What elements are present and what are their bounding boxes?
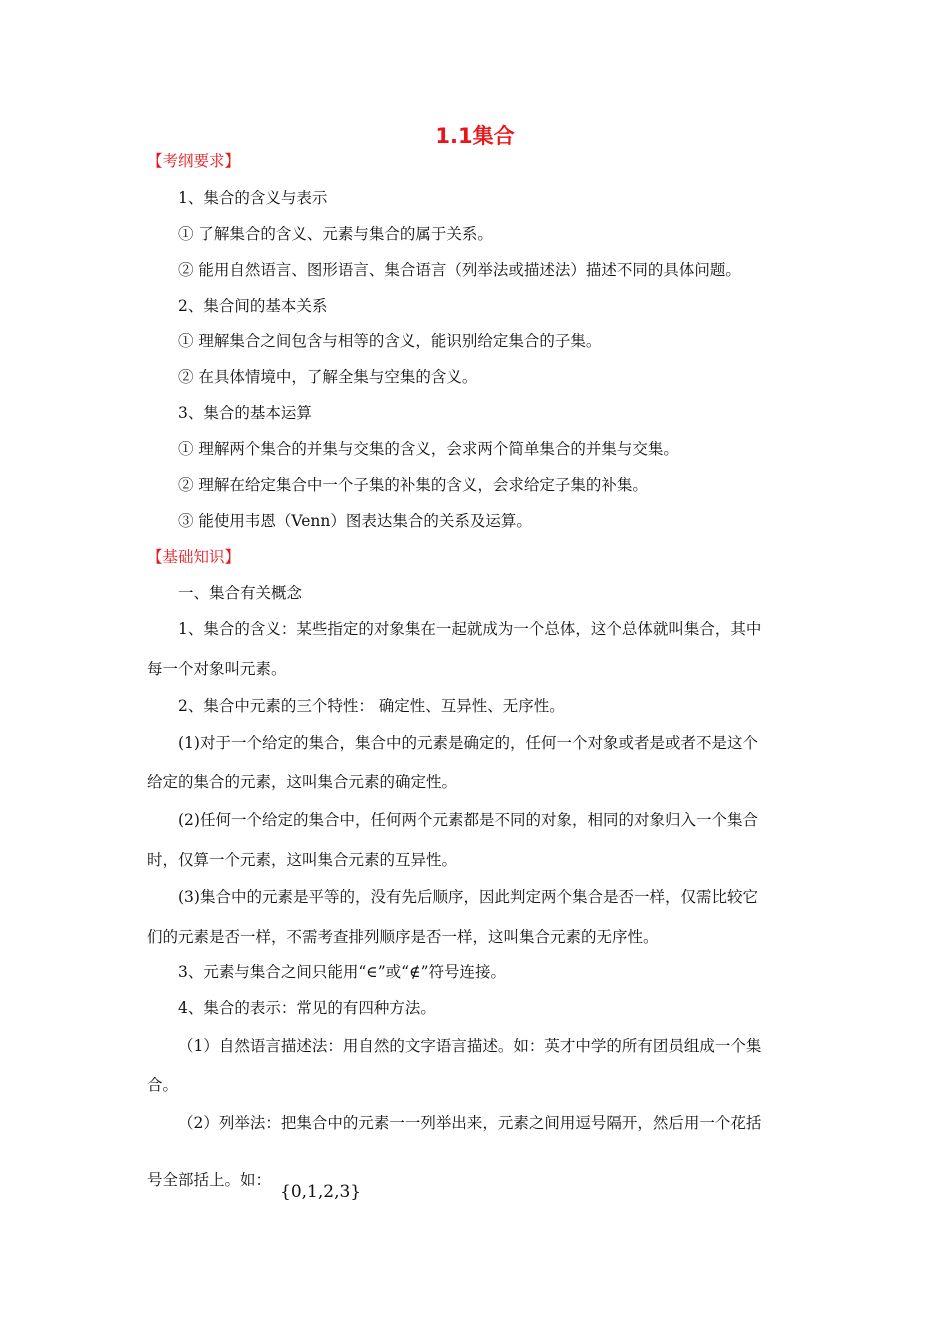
text-line: ③ 能使用韦恩（Venn）图表达集合的关系及运算。 bbox=[178, 512, 532, 530]
text-line: ① 理解两个集合的并集与交集的含义，会求两个简单集合的并集与交集。 bbox=[178, 440, 679, 458]
text-line: 1、集合的含义：某些指定的对象集在一起就成为一个总体，这个总体就叫集合，其中 bbox=[178, 620, 762, 638]
text-line: 合。 bbox=[147, 1076, 179, 1094]
text-line: 3、元素与集合之间只能用“∈”或“∉”符号连接。 bbox=[178, 963, 507, 981]
text-line: (1)对于一个给定的集合，集合中的元素是确定的，任何一个对象或者是或者不是这个 bbox=[178, 734, 758, 752]
text-line: ② 在具体情境中，了解全集与空集的含义。 bbox=[178, 368, 478, 386]
example-set-formula: {0,1,2,3} bbox=[280, 1182, 362, 1202]
text-line: ② 能用自然语言、图形语言、集合语言（列举法或描述法）描述不同的具体问题。 bbox=[178, 261, 741, 279]
text-line: 2、集合中元素的三个特性： 确定性、互异性、无序性。 bbox=[178, 697, 565, 715]
text-line: （1）自然语言描述法：用自然的文字语言描述。如：英才中学的所有团员组成一个集 bbox=[178, 1037, 762, 1055]
section-heading-requirements: 【考纲要求】 bbox=[147, 152, 241, 170]
text-line: ① 了解集合的含义、元素与集合的属于关系。 bbox=[178, 225, 493, 243]
text-line: 4、集合的表示：常见的有四种方法。 bbox=[178, 999, 436, 1017]
text-line: 一、集合有关概念 bbox=[178, 584, 303, 602]
text-line: (2)任何一个给定的集合中，任何两个元素都是不同的对象，相同的对象归入一个集合 bbox=[178, 811, 758, 829]
text-line: ① 理解集合之间包含与相等的含义，能识别给定集合的子集。 bbox=[178, 332, 602, 350]
section-heading-basics: 【基础知识】 bbox=[147, 548, 241, 566]
text-line: 时，仅算一个元素，这叫集合元素的互异性。 bbox=[147, 851, 458, 869]
text-line: 给定的集合的元素，这叫集合元素的确定性。 bbox=[147, 773, 458, 791]
text-line: 每一个对象叫元素。 bbox=[147, 660, 287, 678]
text-line: （2）列举法：把集合中的元素一一列举出来，元素之间用逗号隔开，然后用一个花括 bbox=[178, 1114, 762, 1132]
text-line: 们的元素是否一样，不需考查排列顺序是否一样，这叫集合元素的无序性。 bbox=[147, 928, 659, 946]
text-line: (3)集合中的元素是平等的，没有先后顺序，因此判定两个集合是否一样，仅需比较它 bbox=[178, 888, 758, 906]
text-line: 1、集合的含义与表示 bbox=[178, 189, 328, 207]
text-line: 号全部括上。如： bbox=[147, 1171, 272, 1189]
text-line: 2、集合间的基本关系 bbox=[178, 297, 328, 315]
page-title: 1.1集合 bbox=[435, 124, 515, 148]
text-line: ② 理解在给定集合中一个子集的补集的含义，会求给定子集的补集。 bbox=[178, 476, 648, 494]
text-line: 3、集合的基本运算 bbox=[178, 404, 312, 422]
